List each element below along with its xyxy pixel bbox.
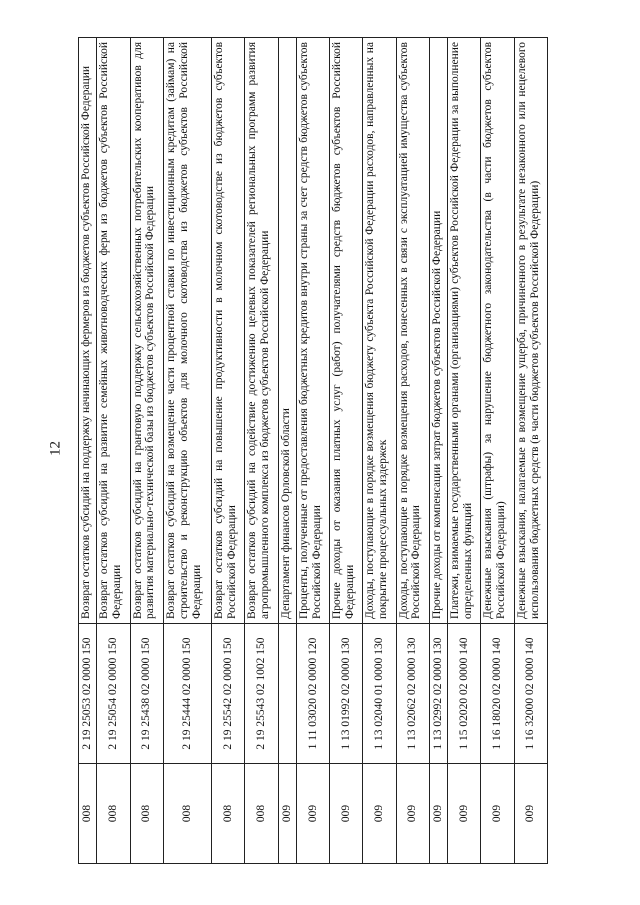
budget-classification-code-cell: 2 19 25054 02 0000 150 xyxy=(97,624,130,764)
table-row xyxy=(448,38,481,864)
table-row xyxy=(130,38,163,864)
revenue-name-cell: Возврат остатков субсидий на повышение продуктивности в молочном скотоводстве из бюджетов субъектов Российской Федерации xyxy=(212,38,245,624)
table-row xyxy=(296,38,329,864)
revenue-name-cell: Возврат остатков субсидий на возмещение части процентной ставки по инвестиционным кредитам (займам) на строительство и реконструкцию объектов для молочного скотоводства из бюджетов субъектов Российской Федерации xyxy=(163,38,211,624)
table-row xyxy=(79,38,97,864)
budget-classification-code-cell: 2 19 25438 02 0000 150 xyxy=(130,624,163,764)
revenue-name-cell: Доходы, поступающие в порядке возмещения бюджету субъекта Российской Федерации расходов, направленных на покрытие процессуальных издержек xyxy=(363,38,396,624)
revenue-name-cell: Возврат остатков субсидий на развитие семейных животноводческих ферм из бюджетов субъектов Российской Федерации xyxy=(97,38,130,624)
budget-classification-code-cell: 1 16 32000 02 0000 140 xyxy=(514,624,547,764)
administrator-code-cell: 009 xyxy=(278,764,296,864)
administrator-code-cell: 009 xyxy=(448,764,481,864)
administrator-code-cell: 009 xyxy=(363,764,396,864)
budget-classification-code-cell: 1 13 02992 02 0000 130 xyxy=(429,624,447,764)
page-number: 12 xyxy=(47,441,64,456)
administrator-code-cell: 008 xyxy=(245,764,278,864)
administrator-code-cell: 009 xyxy=(296,764,329,864)
revenue-name-cell: Доходы, поступающие в порядке возмещения расходов, понесенных в связи с эксплуатацией имущества субъектов Российской Федерации xyxy=(396,38,429,624)
administrator-code-cell: 008 xyxy=(163,764,211,864)
table-row xyxy=(163,38,211,864)
administrator-code-cell: 008 xyxy=(130,764,163,864)
revenue-name-cell: Денежные взыскания (штрафы) за нарушение бюджетного законодательства (в части бюджетов субъектов Российской Федерации) xyxy=(481,38,514,624)
budget-classification-code-cell: 1 13 01992 02 0000 130 xyxy=(330,624,363,764)
budget-classification-code-cell: 1 15 02020 02 0000 140 xyxy=(448,624,481,764)
rotated-page-content xyxy=(78,38,548,864)
revenue-name-cell: Прочие доходы от компенсации затрат бюджетов субъектов Российской Федерации xyxy=(429,38,447,624)
table-row xyxy=(212,38,245,864)
table-row xyxy=(330,38,363,864)
revenue-name-cell: Возврат остатков субсидий на содействие достижению целевых показателей региональных программ развития агропромышленного комплекса из бюджетов субъектов Российской Федерации xyxy=(245,38,278,624)
administrator-name-cell: Департамент финансов Орловской области xyxy=(278,38,296,624)
revenue-name-cell: Денежные взыскания, налагаемые в возмещение ущерба, причиненного в результате незаконного или нецелевого использования бюджетных средств (в части бюджетов субъектов Российской Федерации) xyxy=(514,38,547,624)
administrator-code-cell: 009 xyxy=(429,764,447,864)
revenue-name-cell: Платежи, взимаемые государственными органами (организациями) субъектов Российской Федерации за выполнение определенных функций xyxy=(448,38,481,624)
budget-classification-code-cell: 2 19 25542 02 0000 150 xyxy=(212,624,245,764)
table-row xyxy=(429,38,447,864)
administrator-code-cell: 008 xyxy=(212,764,245,864)
table-row xyxy=(278,38,296,864)
administrator-code-cell: 008 xyxy=(97,764,130,864)
budget-classification-code-cell: 2 19 25053 02 0000 150 xyxy=(79,624,97,764)
table-row xyxy=(396,38,429,864)
table-row xyxy=(481,38,514,864)
table-row xyxy=(514,38,547,864)
administrator-code-cell: 008 xyxy=(79,764,97,864)
budget-classification-code-cell: 2 19 25444 02 0000 150 xyxy=(163,624,211,764)
administrator-code-cell: 009 xyxy=(514,764,547,864)
revenue-name-cell: Проценты, полученные от предоставления бюджетных кредитов внутри страны за счет средств бюджетов субъектов Российской Федерации xyxy=(296,38,329,624)
table-row xyxy=(245,38,278,864)
budget-classification-code-cell xyxy=(278,624,296,764)
table-row xyxy=(363,38,396,864)
revenue-name-cell: Прочие доходы от оказания платных услуг (работ) получателями средств бюджетов субъектов Российской Федерации xyxy=(330,38,363,624)
administrator-code-cell: 009 xyxy=(481,764,514,864)
budget-classification-code-cell: 1 11 03020 02 0000 120 xyxy=(296,624,329,764)
budget-classification-code-cell: 1 13 02062 02 0000 130 xyxy=(396,624,429,764)
revenue-name-cell: Возврат остатков субсидий на грантовую поддержку сельскохозяйственных потребительских кооперативов для развития материально-технической базы из бюджетов субъектов Российской Федерации xyxy=(130,38,163,624)
administrator-code-cell: 009 xyxy=(330,764,363,864)
budget-classification-code-cell: 2 19 25543 02 1002 150 xyxy=(245,624,278,764)
revenue-name-cell: Возврат остатков субсидий на поддержку начинающих фермеров из бюджетов субъектов Российской Федерации xyxy=(79,38,97,624)
revenue-classification-table xyxy=(78,37,548,864)
budget-classification-code-cell: 1 13 02040 01 0000 130 xyxy=(363,624,396,764)
administrator-code-cell: 009 xyxy=(396,764,429,864)
table-row xyxy=(97,38,130,864)
budget-classification-code-cell: 1 16 18020 02 0000 140 xyxy=(481,624,514,764)
